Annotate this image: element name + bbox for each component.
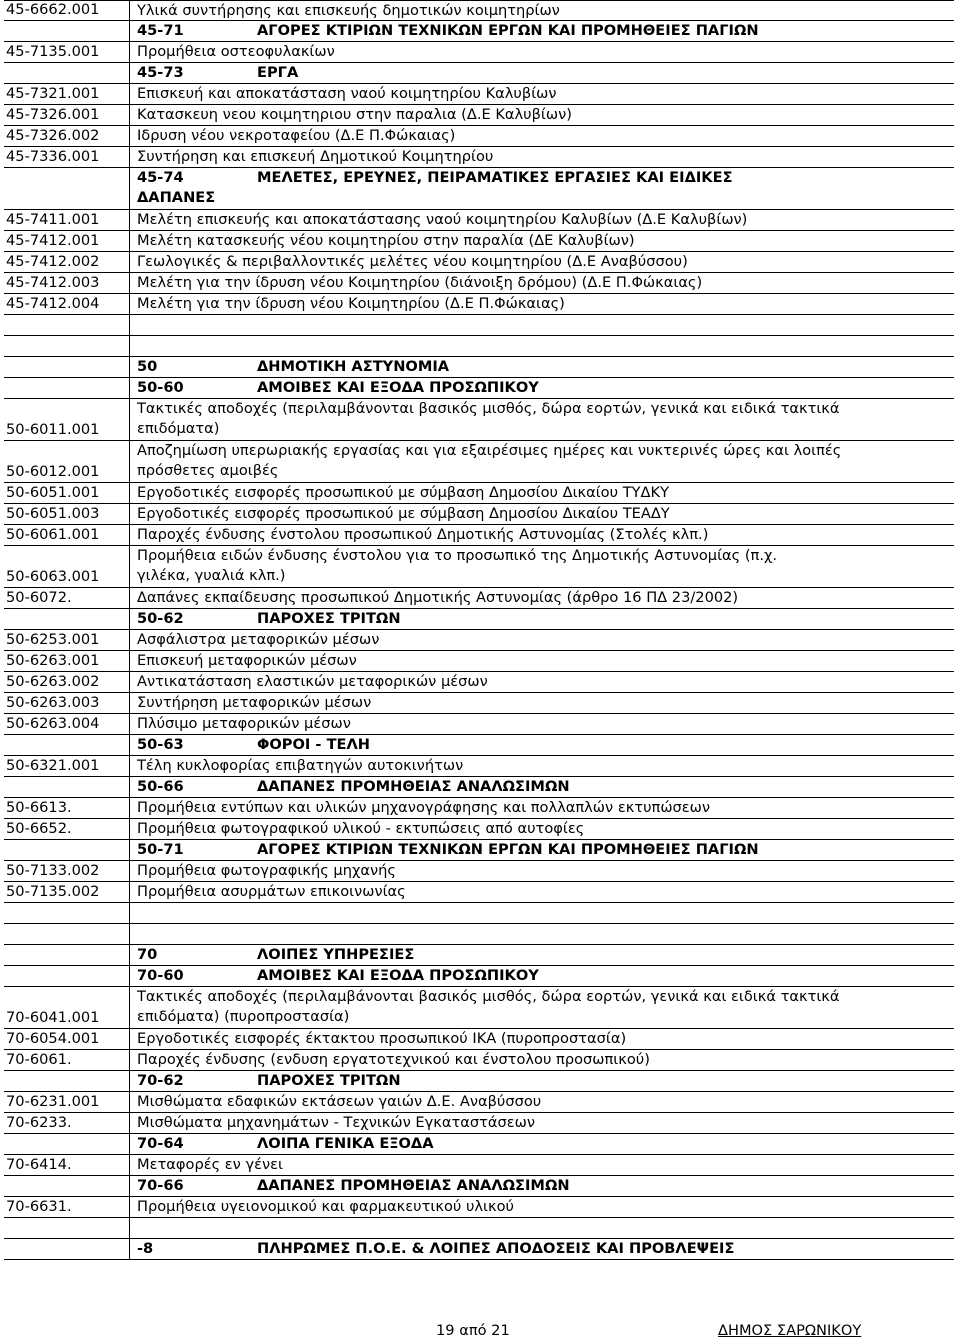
account-code: 70-6233. [4, 1113, 130, 1133]
account-code: 50-6613. [4, 798, 130, 818]
empty-desc-cell [130, 315, 954, 335]
account-code: 45-7326.001 [4, 105, 130, 125]
account-description: Προμήθεια ασυρμάτων επικοινωνίας [137, 883, 406, 900]
empty-code-cell [4, 315, 130, 335]
account-code: 45-7412.002 [4, 252, 130, 272]
account-description: Επισκευή και αποκατάσταση ναού κοιμητηρίου Καλυβίων [137, 85, 557, 102]
budget-row [4, 273, 954, 294]
budget-row [4, 1113, 954, 1134]
section-header [130, 21, 954, 41]
budget-row [4, 1029, 954, 1050]
section-title: ΜΕΛΕΤΕΣ, ΕΡΕΥΝΕΣ, ΠΕΙΡΑΜΑΤΙΚΕΣ ΕΡΓΑΣΙΕΣ ΚΑΙ ΕΙΔΙΚΕΣ [257, 169, 733, 186]
section-number: 50-60 [137, 379, 184, 396]
section-header [130, 777, 954, 797]
account-description: Δαπάνες εκπαίδευσης προσωπικού Δημοτικής Αστυνομίας (άρθρο 16 ΠΔ 23/2002) [137, 589, 739, 606]
account-description: Προμήθεια υγειονομικού και φαρμακευτικού υλικού [137, 1198, 514, 1215]
account-description: Εργοδοτικές εισφορές έκτακτου προσωπικού ΙΚΑ (πυροπροστασία) [137, 1030, 627, 1047]
budget-table [4, 0, 954, 1260]
section-number: 70 [137, 946, 158, 963]
account-code: 50-6253.001 [4, 630, 130, 650]
section-title: ΔΗΜΟΤΙΚΗ ΑΣΤΥΝΟΜΙΑ [257, 358, 450, 375]
section-header [130, 1134, 954, 1154]
budget-row [4, 546, 954, 588]
section-header-row [4, 357, 954, 378]
section-header-row [4, 63, 954, 84]
section-title: ΑΜΟΙΒΕΣ ΚΑΙ ΕΞΟΔΑ ΠΡΟΣΩΠΙΚΟΥ [257, 379, 539, 396]
account-description: Μελέτη για την ίδρυση νέου Κοιμητηρίου (διάνοιξη δρόμου) (Δ.Ε Π.Φώκαιας) [137, 274, 703, 291]
budget-row [4, 210, 954, 231]
section-number: 45-74 [137, 169, 184, 186]
section-header-row [4, 168, 954, 210]
account-description: Μισθώματα μηχανημάτων - Τεχνικών Εγκαταστάσεων [137, 1114, 536, 1131]
account-description: Προμήθεια εντύπων και υλικών μηχανογράφησης και πολλαπλών εκτυπώσεων [137, 799, 711, 816]
empty-code-cell [4, 1134, 130, 1154]
budget-row [4, 1197, 954, 1218]
blank-row [4, 903, 954, 924]
account-code: 45-6662.001 [4, 1, 130, 20]
section-number: 50-66 [137, 778, 184, 795]
section-title: ΛΟΙΠΑ ΓΕΝΙΚΑ ΕΞΟΔΑ [257, 1135, 434, 1152]
empty-code-cell [4, 357, 130, 377]
empty-code-cell [4, 735, 130, 755]
account-description: Μεταφορές εν γένει [137, 1156, 283, 1173]
blank-row [4, 336, 954, 357]
section-header [130, 1176, 954, 1196]
account-code: 50-6652. [4, 819, 130, 839]
empty-code-cell [4, 378, 130, 398]
section-number: 70-60 [137, 967, 184, 984]
empty-code-cell [4, 63, 130, 83]
description-line: Τακτικές αποδοχές (περιλαμβάνονται βασικός μισθός, δώρα εορτών, γενικά και ειδικά τακτικά [137, 988, 840, 1005]
account-description: Παροχές ένδυσης (ενδυση εργατοτεχνικού και ένστολου προσωπικού) [137, 1051, 650, 1068]
account-code: 45-7411.001 [4, 210, 130, 230]
section-header [130, 609, 954, 629]
account-description: Επισκευή μεταφορικών μέσων [137, 652, 357, 669]
section-header [130, 840, 954, 860]
section-header [130, 378, 954, 398]
account-code: 50-6063.001 [4, 546, 130, 587]
budget-row [4, 105, 954, 126]
section-header-row [4, 840, 954, 861]
account-description: Εργοδοτικές εισφορές προσωπικού με σύμβαση Δημοσίου Δικαίου ΤΥΔΚΥ [137, 484, 669, 501]
section-header-row [4, 735, 954, 756]
empty-code-cell [4, 1218, 130, 1238]
section-title: ΑΓΟΡΕΣ ΚΤΙΡΙΩΝ ΤΕΧΝΙΚΩΝ ΕΡΓΩΝ ΚΑΙ ΠΡΟΜΗΘΕΙΕΣ ΠΑΓΙΩΝ [257, 841, 759, 858]
account-code: 50-6011.001 [4, 399, 130, 440]
description-line: Προμήθεια ειδών ένδυσης ένστολου για το προσωπικό της Δημοτικής Αστυνομίας (π.χ. [137, 547, 778, 564]
account-code: 50-7133.002 [4, 861, 130, 881]
account-code: 45-7336.001 [4, 147, 130, 167]
budget-row [4, 798, 954, 819]
account-code: 50-6263.003 [4, 693, 130, 713]
empty-code-cell [4, 168, 130, 209]
section-header-row [4, 609, 954, 630]
section-number: 50-62 [137, 610, 184, 627]
section-number: 50-63 [137, 736, 184, 753]
budget-row [4, 756, 954, 777]
account-description [130, 441, 954, 482]
section-title: ΑΓΟΡΕΣ ΚΤΙΡΙΩΝ ΤΕΧΝΙΚΩΝ ΕΡΓΩΝ ΚΑΙ ΠΡΟΜΗΘΕΙΕΣ ΠΑΓΙΩΝ [257, 22, 759, 39]
description-line: γιλέκα, γυαλιά κλπ.) [137, 567, 286, 584]
section-title-continued: ΔΑΠΑΝΕΣ [137, 189, 216, 206]
account-description: Παροχές ένδυσης ένστολου προσωπικού Δημοτικής Αστυνομίας (Στολές κλπ.) [137, 526, 709, 543]
section-title: ΠΑΡΟΧΕΣ ΤΡΙΤΩΝ [257, 610, 401, 627]
budget-row [4, 882, 954, 903]
account-code: 70-6054.001 [4, 1029, 130, 1049]
budget-row [4, 819, 954, 840]
account-code: 70-6041.001 [4, 987, 130, 1028]
account-code: 70-6061. [4, 1050, 130, 1070]
section-header-row [4, 945, 954, 966]
budget-row [4, 861, 954, 882]
account-code: 50-6051.003 [4, 504, 130, 524]
account-code: 50-6321.001 [4, 756, 130, 776]
account-description [130, 546, 954, 587]
section-number: 70-66 [137, 1177, 184, 1194]
budget-row [4, 252, 954, 273]
budget-row [4, 651, 954, 672]
budget-row [4, 1155, 954, 1176]
section-header [130, 945, 954, 965]
section-header [130, 168, 954, 209]
budget-row [4, 126, 954, 147]
budget-row [4, 441, 954, 483]
section-number: 50 [137, 358, 158, 375]
section-number: -8 [137, 1240, 154, 1257]
section-header [130, 735, 954, 755]
budget-row [4, 504, 954, 525]
budget-row [4, 630, 954, 651]
account-description: Ιδρυση νέου νεκροταφείου (Δ.Ε Π.Φώκαιας) [137, 127, 456, 144]
account-code: 50-6072. [4, 588, 130, 608]
section-header-row [4, 1176, 954, 1197]
account-code: 70-6631. [4, 1197, 130, 1217]
account-code: 45-7412.004 [4, 294, 130, 314]
account-description: Γεωλογικές & περιβαλλοντικές μελέτες νέου κοιμητηρίου (Δ.Ε Αναβύσσου) [137, 253, 688, 270]
account-code: 45-7135.001 [4, 42, 130, 62]
budget-row [4, 525, 954, 546]
section-number: 45-71 [137, 22, 184, 39]
section-title: ΦΟΡΟΙ - ΤΕΛΗ [257, 736, 370, 753]
account-code: 50-6263.001 [4, 651, 130, 671]
section-header [130, 63, 954, 83]
section-header [130, 1071, 954, 1091]
account-description: Μελέτη επισκευής και αποκατάστασης ναού κοιμητηρίου Καλυβίων (Δ.Ε Καλυβίων) [137, 211, 748, 228]
section-header [130, 1239, 954, 1259]
description-line: επιδόματα) (πυροπροστασία) [137, 1008, 350, 1025]
section-header-row [4, 777, 954, 798]
blank-row [4, 1218, 954, 1239]
account-description: Μελέτη για την ίδρυση νέου Κοιμητηρίου (Δ.Ε Π.Φώκαιας) [137, 295, 565, 312]
description-line: πρόσθετες αμοιβές [137, 462, 279, 479]
account-code: 50-6263.004 [4, 714, 130, 734]
empty-code-cell [4, 609, 130, 629]
empty-desc-cell [130, 336, 954, 356]
account-description: Πλύσιμο μεταφορικών μέσων [137, 715, 351, 732]
section-title: ΠΑΡΟΧΕΣ ΤΡΙΤΩΝ [257, 1072, 401, 1089]
section-header [130, 357, 954, 377]
section-title: ΔΑΠΑΝΕΣ ΠΡΟΜΗΘΕΙΑΣ ΑΝΑΛΩΣΙΜΩΝ [257, 1177, 570, 1194]
section-title: ΛΟΙΠΕΣ ΥΠΗΡΕΣΙΕΣ [257, 946, 415, 963]
section-header-row [4, 21, 954, 42]
budget-row [4, 1050, 954, 1071]
section-header-row [4, 378, 954, 399]
account-code: 45-7412.001 [4, 231, 130, 251]
account-description: Συντήρηση και επισκευή Δημοτικού Κοιμητηρίου [137, 148, 494, 165]
account-description: Προμήθεια φωτογραφικής μηχανής [137, 862, 396, 879]
empty-code-cell [4, 777, 130, 797]
budget-row [4, 399, 954, 441]
section-title: ΔΑΠΑΝΕΣ ΠΡΟΜΗΘΕΙΑΣ ΑΝΑΛΩΣΙΜΩΝ [257, 778, 570, 795]
description-line: Τακτικές αποδοχές (περιλαμβάνονται βασικός μισθός, δώρα εορτών, γενικά και ειδικά τακτικά [137, 400, 840, 417]
section-number: 50-71 [137, 841, 184, 858]
account-description: Τέλη κυκλοφορίας επιβατηγών αυτοκινήτων [137, 757, 464, 774]
section-header-row [4, 1071, 954, 1092]
budget-row [4, 147, 954, 168]
empty-code-cell [4, 840, 130, 860]
budget-row [4, 1092, 954, 1113]
account-description: Ασφάλιστρα μεταφορικών μέσων [137, 631, 380, 648]
account-description: Προμήθεια φωτογραφικού υλικού - εκτυπώσεις από αυτοφίες [137, 820, 585, 837]
section-number: 70-64 [137, 1135, 184, 1152]
section-number: 45-73 [137, 64, 184, 81]
section-title: ΑΜΟΙΒΕΣ ΚΑΙ ΕΞΟΔΑ ΠΡΟΣΩΠΙΚΟΥ [257, 967, 539, 984]
account-description: Προμήθεια οστεοφυλακίων [137, 43, 335, 60]
empty-code-cell [4, 966, 130, 986]
municipality-name: ΔΗΜΟΣ ΣΑΡΩΝΙΚΟΥ [718, 1322, 862, 1339]
account-description: Μισθώματα εδαφικών εκτάσεων γαιών Δ.Ε. Αναβύσσου [137, 1093, 542, 1110]
budget-row [4, 987, 954, 1029]
budget-row [4, 588, 954, 609]
budget-row [4, 483, 954, 504]
budget-row [4, 294, 954, 315]
section-header-row [4, 1239, 954, 1260]
empty-desc-cell [130, 903, 954, 923]
section-header-row [4, 966, 954, 987]
account-description: Εργοδοτικές εισφορές προσωπικού με σύμβαση Δημοσίου Δικαίου ΤΕΑΔΥ [137, 505, 670, 522]
budget-row [4, 693, 954, 714]
account-description: Μελέτη κατασκευής νέου κοιμητηρίου στην παραλία (ΔΕ Καλυβίων) [137, 232, 635, 249]
account-code: 45-7326.002 [4, 126, 130, 146]
empty-code-cell [4, 1176, 130, 1196]
section-number: 70-62 [137, 1072, 184, 1089]
account-code: 45-7412.003 [4, 273, 130, 293]
section-title: ΠΛΗΡΩΜΕΣ Π.Ο.Ε. & ΛΟΙΠΕΣ ΑΠΟΔΟΣΕΙΣ ΚΑΙ ΠΡΟΒΛΕΨΕΙΣ [257, 1240, 735, 1257]
account-description [130, 987, 954, 1028]
account-code: 50-6012.001 [4, 441, 130, 482]
account-description [130, 399, 954, 440]
account-code: 50-6263.002 [4, 672, 130, 692]
account-code: 70-6414. [4, 1155, 130, 1175]
budget-row [4, 84, 954, 105]
section-header [130, 966, 954, 986]
empty-code-cell [4, 924, 130, 944]
empty-code-cell [4, 336, 130, 356]
account-code: 50-6061.001 [4, 525, 130, 545]
budget-row [4, 0, 954, 21]
budget-row [4, 714, 954, 735]
empty-desc-cell [130, 1218, 954, 1238]
budget-row [4, 231, 954, 252]
account-description: Κατασκευη νεου κοιμητηριου στην παραλια (Δ.Ε Καλυβίων) [137, 106, 572, 123]
page-number: 19 από 21 [436, 1322, 510, 1339]
section-title: ΕΡΓΑ [257, 64, 299, 81]
account-code: 50-6051.001 [4, 483, 130, 503]
account-code: 50-7135.002 [4, 882, 130, 902]
account-code: 45-7321.001 [4, 84, 130, 104]
budget-row [4, 672, 954, 693]
empty-desc-cell [130, 924, 954, 944]
empty-code-cell [4, 1071, 130, 1091]
description-line: Αποζημίωση υπερωριακής εργασίας και για εξαιρέσιμες ημέρες και νυκτερινές ώρες και λοιπές [137, 442, 842, 459]
account-description: Αντικατάσταση ελαστικών μεταφορικών μέσων [137, 673, 488, 690]
empty-code-cell [4, 945, 130, 965]
blank-row [4, 924, 954, 945]
account-code: 70-6231.001 [4, 1092, 130, 1112]
account-description: Συντήρηση μεταφορικών μέσων [137, 694, 372, 711]
section-header-line [137, 168, 954, 188]
description-line: επιδόματα) [137, 420, 220, 437]
account-description: Υλικά συντήρησης και επισκευής δημοτικών κοιμητηρίων [137, 2, 560, 19]
empty-code-cell [4, 21, 130, 41]
budget-row [4, 42, 954, 63]
empty-code-cell [4, 903, 130, 923]
section-header-row [4, 1134, 954, 1155]
blank-row [4, 315, 954, 336]
empty-code-cell [4, 1239, 130, 1259]
